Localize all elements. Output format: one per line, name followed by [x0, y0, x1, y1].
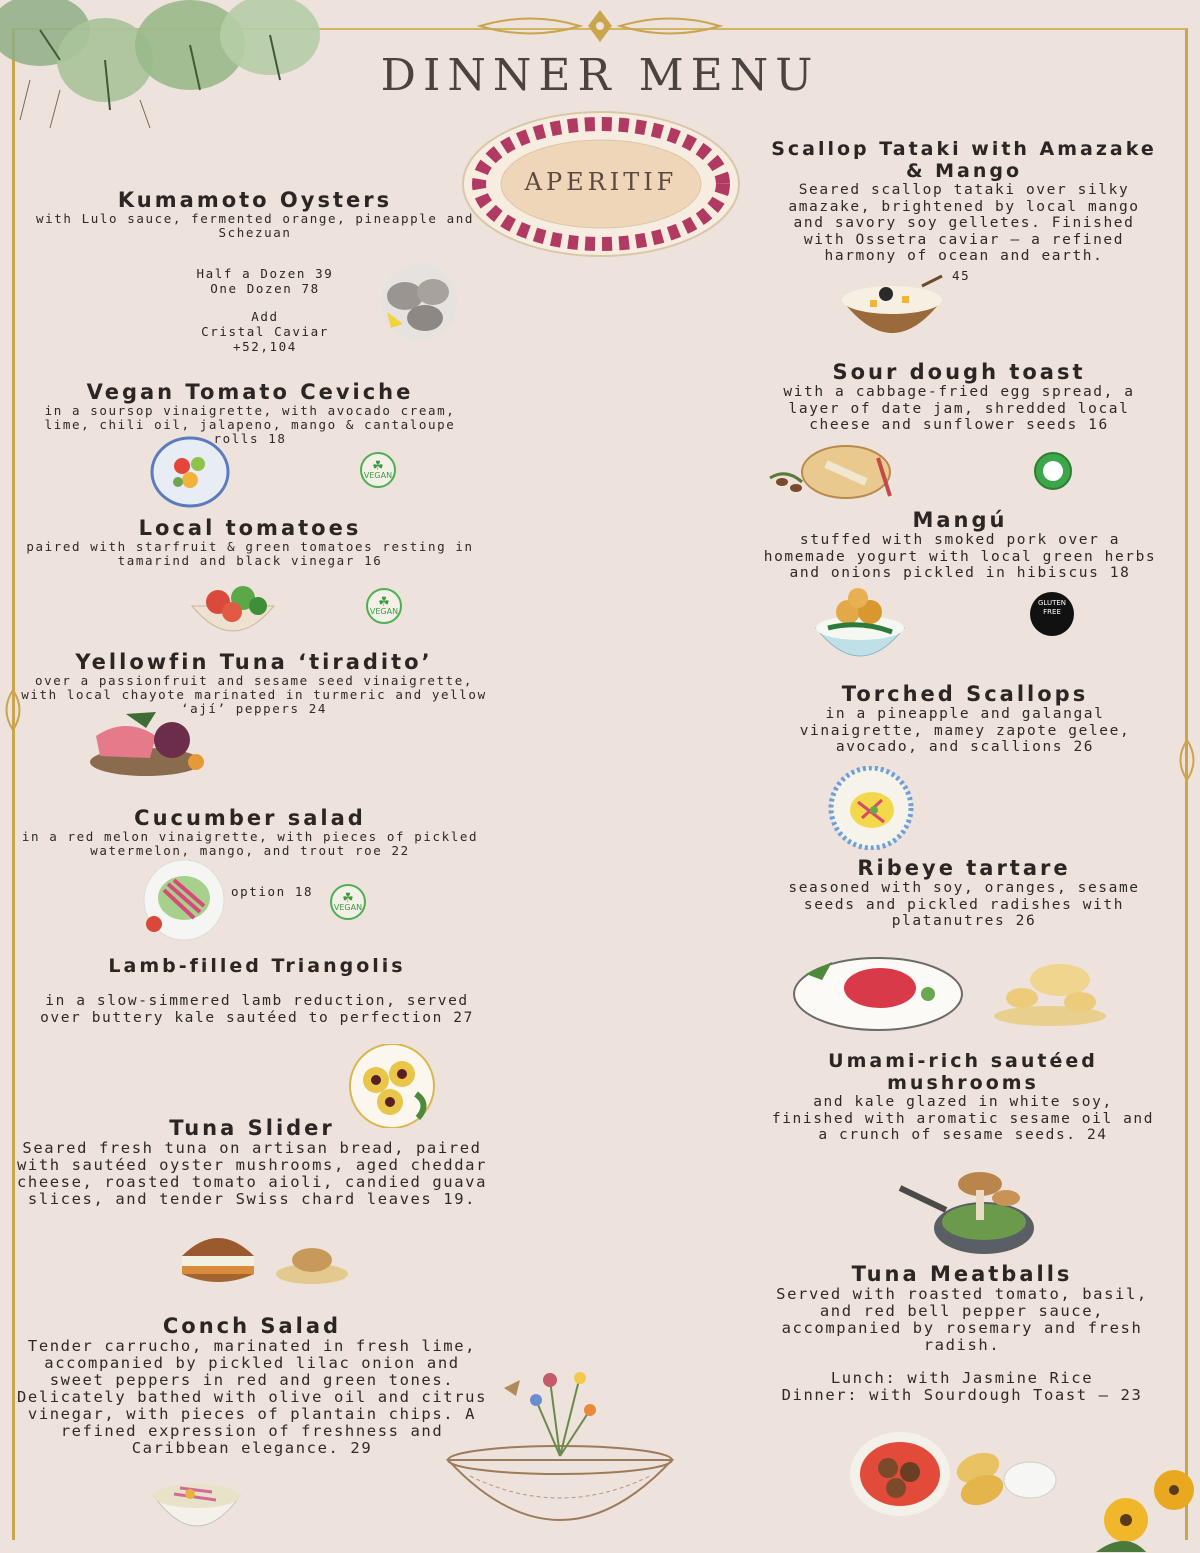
dish-name: Vegan Tomato Ceviche	[86, 380, 414, 404]
oysters-illustration	[375, 262, 463, 342]
dish-local-tomatoes	[20, 516, 480, 568]
dish-description: Seared fresh tuna on artisan bread, paired with sautéed oyster mushrooms, aged cheddar cheese, roasted tomato aioli, candied guava slices, and tender Swiss chard leaves 19.	[16, 1139, 488, 1208]
mushrooms-pan-illustration	[896, 1164, 1036, 1260]
gluten-free-badge-icon	[1030, 592, 1074, 636]
dish-name: Torched Scallops	[841, 682, 1089, 706]
floral-bowl-illustration	[440, 1360, 680, 1553]
dozen-price: One Dozen 78	[210, 281, 320, 296]
dish-umami-mushrooms	[768, 1050, 1158, 1144]
dish-name: Ribeye tartare	[857, 856, 1071, 880]
meatballs-lunch-option: Lunch: with Jasmine Rice	[830, 1369, 1094, 1387]
ceviche-plate-illustration	[150, 436, 230, 508]
dish-description: in a pineapple and galangal vinaigrette, mamey zapote gelee, avocado, and scallions 26	[799, 706, 1131, 755]
dish-ribeye-tartare	[764, 856, 1164, 930]
dish-description: over a passionfruit and sesame seed vinaigrette, with local chayote marinated in turmeric and yellow ‘ají’ peppers 24	[21, 673, 487, 716]
dish-lamb-filled-triangolis	[20, 955, 494, 1026]
dish-vegan-tomato-ceviche	[20, 380, 480, 446]
scallop-tataki-bowl-illustration	[836, 270, 948, 346]
dish-kumamoto-oysters	[20, 188, 490, 240]
dish-name: Kumamoto Oysters	[117, 188, 393, 212]
vegan-badge-icon: ☘ VEGAN	[330, 884, 366, 920]
dish-mangu	[760, 508, 1160, 582]
dish-torched-scallops	[768, 682, 1162, 756]
gluten-free-label: GLUTEN FREE	[1037, 599, 1067, 616]
mangu-bowl-illustration	[812, 588, 908, 668]
dish-name: Local tomatoes	[138, 516, 362, 540]
dish-description: Seared scallop tataki over silky amazake, brightened by local mango and savory soy gelletes. Finished with Ossetra caviar — a refined harmony of ocean and earth.	[788, 182, 1140, 264]
aperitif-ornament	[460, 108, 742, 260]
dish-description: seasoned with soy, oranges, sesame seeds and pickled radishes with platanutres 26	[788, 880, 1140, 929]
dish-name: Scallop Tataki with Amazake & Mango	[771, 138, 1157, 182]
dish-description: in a slow-simmered lamb reduction, served over buttery kale sautéed to perfection 27	[40, 993, 474, 1026]
dish-description: and kale glazed in white soy, finished with aromatic sesame oil and a crunch of sesame seeds. 24	[771, 1094, 1155, 1143]
yellow-flowers-decoration	[1086, 1460, 1200, 1553]
dish-tuna-meatballs	[762, 1262, 1162, 1404]
dish-name: Lamb-filled Triangolis	[108, 955, 406, 977]
dish-name: Yellowfin Tuna ‘tiradito’	[75, 650, 433, 674]
leaves-decoration	[0, 0, 330, 130]
dish-description: stuffed with smoked pork over a homemade yogurt with local green herbs and onions pickled in hibiscus 18	[763, 532, 1157, 581]
caviar-label: Cristal Caviar	[201, 324, 329, 339]
cucumber-option-price: option 18	[231, 884, 314, 899]
ribeye-tartare-illustration	[792, 940, 1152, 1036]
dish-name: Umami-rich sautéed mushrooms	[828, 1050, 1098, 1094]
dish-description: Served with roasted tomato, basil, and red bell pepper sauce, accompanied by rosemary and fresh radish.	[776, 1285, 1148, 1354]
tomato-salad-bowl-illustration	[188, 576, 278, 648]
dish-description: Tender carrucho, marinated in fresh lime, accompanied by pickled lilac onion and sweet peppers in red and green tones. Delicately bathed with olive oil and citrus vinegar, with pieces of plantain chips. A refined expression of freshness and Caribbean elegance. 29	[16, 1337, 488, 1457]
tuna-slider-illustration	[176, 1220, 356, 1290]
add-label: Add	[251, 309, 279, 324]
vegetarian-badge-icon	[1034, 452, 1072, 490]
dish-name: Conch Salad	[162, 1314, 342, 1338]
vegan-badge-icon: ☘ VEGAN	[360, 452, 396, 488]
right-gold-vine-ornament	[1170, 700, 1200, 820]
dish-description: in a red melon vinaigrette, with pieces of pickled watermelon, mango, and trout roe 22	[21, 829, 479, 858]
dish-name: Mangú	[912, 508, 1008, 532]
oysters-pricing	[150, 266, 380, 354]
dish-description: with a cabbage-fried egg spread, a layer of date jam, shredded local cheese and sunflower seeds 16	[783, 384, 1135, 433]
dish-name: Sour dough toast	[832, 360, 1086, 384]
conch-salad-bowl-illustration	[150, 1472, 244, 1548]
menu-title: DINNER MENU	[380, 50, 820, 101]
dish-description: in a soursop vinaigrette, with avocado cream, lime, chili oil, jalapeno, mango & cantaloupe rolls 18	[44, 403, 456, 446]
dish-tuna-slider	[14, 1116, 490, 1208]
sour-dough-toast-illustration	[766, 438, 896, 504]
cucumber-salad-illustration	[138, 858, 228, 942]
section-label: APERITIF	[524, 168, 678, 196]
caviar-price: +52,104	[233, 339, 297, 354]
vegan-badge-icon: ☘ VEGAN	[366, 588, 402, 624]
dish-conch-salad	[14, 1314, 490, 1457]
tuna-tiradito-illustration	[86, 706, 216, 778]
dish-scallop-tataki	[768, 138, 1160, 265]
dish-description: with Lulo sauce, fermented orange, pineapple and Schezuan	[35, 211, 475, 240]
dish-description: paired with starfruit & green tomatoes resting in tamarind and black vinegar 16	[26, 539, 474, 568]
dish-cucumber-salad	[20, 806, 480, 858]
left-gold-vine-ornament	[0, 650, 30, 770]
tuna-meatballs-illustration	[844, 1424, 1064, 1520]
torched-scallops-plate-illustration	[828, 766, 914, 850]
dish-sour-dough-toast	[766, 360, 1152, 434]
scallop-tataki-price: 45	[952, 268, 971, 283]
dish-name: Tuna Slider	[169, 1116, 335, 1140]
dish-name: Tuna Meatballs	[851, 1262, 1073, 1286]
dish-name: Cucumber salad	[134, 806, 366, 830]
top-flourish-ornament	[470, 6, 730, 46]
half-dozen-price: Half a Dozen 39	[196, 266, 334, 281]
meatballs-dinner-option: Dinner: with Sourdough Toast — 23	[781, 1386, 1143, 1404]
